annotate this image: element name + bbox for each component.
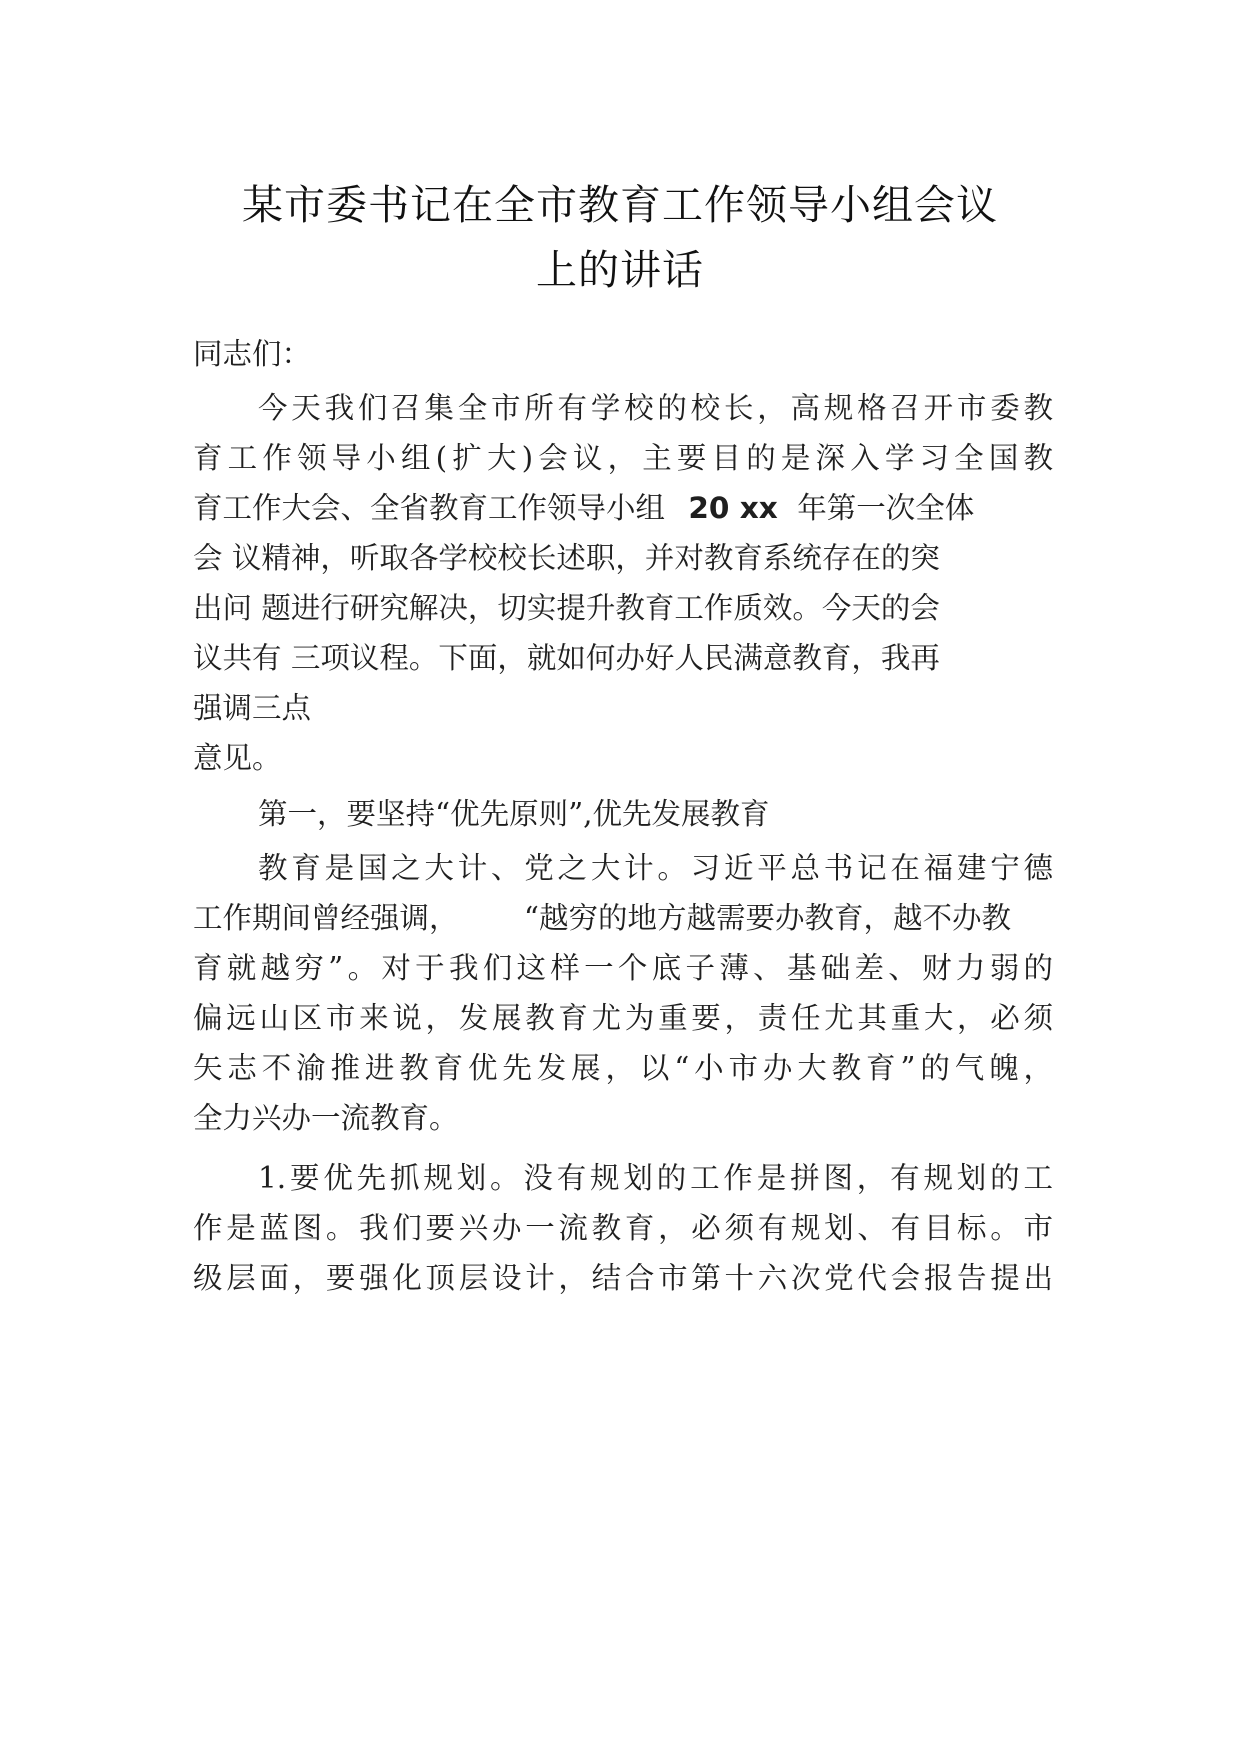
- paragraph-3-line-2: 作是蓝图。我们要兴办一流教育，必须有规划、有目标。市: [193, 1211, 1053, 1245]
- paragraph-1-line-2: 育工作领导小组(扩大)会议，主要目的是深入学习全国教: [193, 441, 1053, 475]
- paragraph-2-line-2: [193, 896, 1053, 940]
- paragraph-1-line-8: 意见。: [193, 741, 282, 775]
- paragraph-3-line-1: 1.要优先抓规划。没有规划的工作是拼图，有规划的工: [258, 1161, 1053, 1195]
- paragraph-1-line-5: 出问 题进行研究解决，切实提升教育工作质效。今天的会: [193, 591, 940, 625]
- paragraph-1-line-3-text-c: 年第一次全体: [797, 491, 975, 525]
- paragraph-2-line-3: 育就越穷”。对于我们这样一个底子薄、基础差、财力弱的: [193, 951, 1053, 985]
- document-title-line-1: 某市委书记在全市教育工作领导小组会议: [242, 181, 998, 229]
- paragraph-2-line-1: 教育是国之大计、党之大计。习近平总书记在福建宁德: [258, 851, 1053, 885]
- paragraph-3-line-3: 级层面，要强化顶层设计，结合市第十六次党代会报告提出: [193, 1261, 1053, 1295]
- salutation: 同志们：: [193, 337, 312, 371]
- section-heading-1: 第一，要坚持“优先原则”,优先发展教育: [258, 797, 770, 831]
- year-placeholder: 20 xx: [688, 491, 778, 525]
- paragraph-2-line-5: 矢志不渝推进教育优先发展，以“小市办大教育”的气魄，: [193, 1051, 1053, 1085]
- paragraph-1-line-3-text-a: 育工作大会、全省教育工作领导小组: [193, 491, 666, 525]
- paragraph-2-line-2-text-a: 工作期间曾经强调，: [193, 901, 459, 935]
- paragraph-1-line-7: 强调三点: [193, 691, 312, 725]
- document-title-line-2: 上的讲话: [536, 246, 704, 294]
- paragraph-1-line-3: [193, 486, 1053, 530]
- paragraph-1-line-4: 会 议精神，听取各学校校长述职，并对教育系统存在的突: [193, 541, 940, 575]
- paragraph-2-line-2-quote: “越穷的地方越需要办教育，越不办教: [523, 901, 1011, 935]
- paragraph-1-line-6: 议共有 三项议程。下面，就如何办好人民满意教育，我再: [193, 641, 940, 675]
- paragraph-1-line-1: 今天我们召集全市所有学校的校长，高规格召开市委教: [258, 391, 1053, 425]
- paragraph-2-line-4: 偏远山区市来说，发展教育尤为重要，责任尤其重大，必须: [193, 1001, 1053, 1035]
- paragraph-2-line-6: 全力兴办一流教育。: [193, 1101, 459, 1135]
